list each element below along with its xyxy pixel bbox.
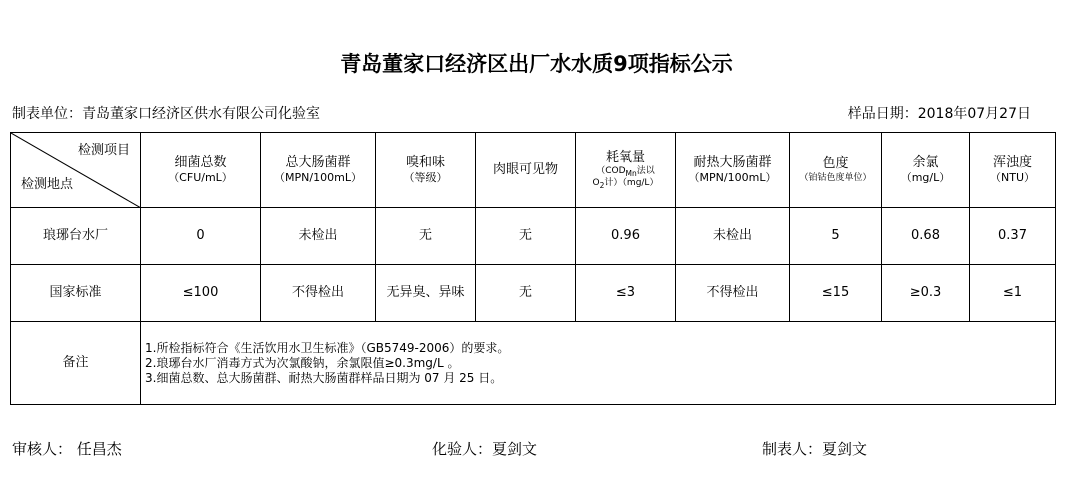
table-row [11,208,1056,265]
table-cell: 5 [790,208,882,265]
table-cell: 0.37 [970,208,1056,265]
table-cell: 无异臭、异味 [376,265,476,322]
notes-row [11,322,1056,405]
header-thermotolerant-coliform: 耐热大肠菌群 （MPN/100mL） [676,133,790,208]
header-coliform: 总大肠菌群 （MPN/100mL） [261,133,376,208]
table-cell: 不得检出 [676,265,790,322]
row-label: 国家标准 [11,265,141,322]
preparing-unit: 制表单位：青岛董家口经济区供水有限公司化验室 [12,106,320,122]
table-cell: 未检出 [676,208,790,265]
table-cell: 无 [476,265,576,322]
table-cell: 0.68 [882,208,970,265]
header-turbidity: 浑浊度 （NTU） [970,133,1056,208]
table-row [11,265,1056,322]
reviewer-signature: 审核人： 任昌杰 [12,440,122,458]
note-line: 1.所检指标符合《生活饮用水卫生标准》（GB5749-2006）的要求。 [145,340,510,355]
header-bacteria: 细菌总数 （CFU/mL） [141,133,261,208]
tester-signature: 化验人：夏剑文 [432,440,538,458]
table-cell: 0 [141,208,261,265]
table-cell: ≤100 [141,265,261,322]
corner-item-label: 检测项目 [77,143,130,158]
header-odor: 嗅和味 （等级） [376,133,476,208]
header-color: 色度 （铂钴色度单位） [790,133,882,208]
table-cell: ≤1 [970,265,1056,322]
header-residual-chlorine: 余氯 （mg/L） [882,133,970,208]
table-cell: ≥0.3 [882,265,970,322]
header-row [11,133,1056,208]
sample-date: 样品日期：2018年07月27日 [847,106,1031,122]
table-cell: 无 [476,208,576,265]
note-line: 3.细菌总数、总大肠菌群、耐热大肠菌群样品日期为 07 月 25 日。 [145,370,503,385]
row-label: 琅琊台水厂 [11,208,141,265]
notes-cell [141,322,1056,405]
water-quality-table [10,132,1056,405]
note-line: 2.琅琊台水厂消毒方式为次氯酸钠，余氯限值≥0.3mg/L 。 [145,355,460,370]
page-title: 青岛董家口经济区出厂水水质9项指标公示 [340,52,733,76]
table-cell: 不得检出 [261,265,376,322]
table-cell: 未检出 [261,208,376,265]
header-oxygen-consumption: 耗氧量 （$COD_{Mn}$法以 $O_2$计）（mg/L） [576,133,676,208]
table-cell: 0.96 [576,208,676,265]
preparer-signature: 制表人：夏剑文 [762,440,868,458]
corner-header-cell [11,133,141,208]
header-visible-matter: 肉眼可见物 [476,133,576,208]
table-cell: ≤15 [790,265,882,322]
notes-label: 备注 [11,322,141,405]
corner-location-label: 检测地点 [21,176,74,192]
table-cell: 无 [376,208,476,265]
table-cell: ≤3 [576,265,676,322]
